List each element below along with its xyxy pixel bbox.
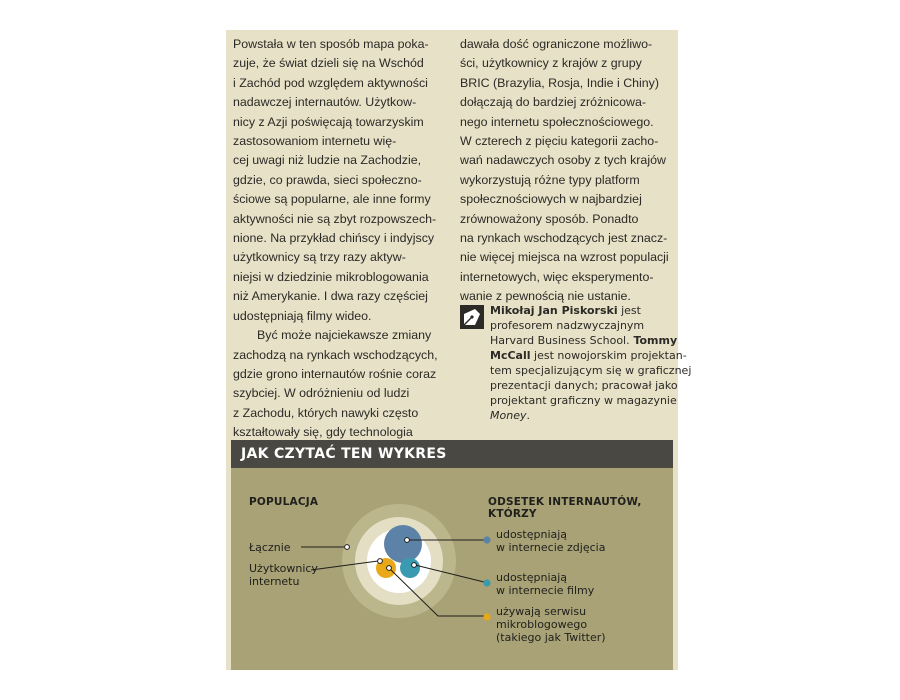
text-line: niż Amerykanie. I dwa razy częściej: [233, 289, 428, 304]
text-line: niejsi w dziedzinie mikroblogowania: [233, 269, 429, 284]
text-line: aktywności nie są zbyt rozpowszech-: [233, 211, 437, 226]
author-name-piskorski: Mikołaj Jan Piskorski: [490, 304, 618, 317]
magazine-name: Money: [490, 409, 527, 422]
legend-microblog-line: (takiego jak Twitter): [496, 631, 606, 644]
total-marker: [345, 545, 350, 550]
text-line: społecznościowych w najbardziej: [460, 192, 642, 207]
text-line: ściowe są popularne, ale inne formy: [233, 192, 431, 207]
text-line: i Zachód pod względem aktywności: [233, 75, 428, 90]
text-line: kształtowały się, gdy technologia: [233, 425, 413, 440]
microblog-marker: [387, 566, 392, 571]
legend-microblog-line: używają serwisu: [496, 605, 587, 618]
total-label: Łącznie: [249, 541, 291, 554]
percent-heading-line: KTÓRZY: [488, 508, 537, 520]
photos-bubble: [384, 525, 422, 563]
population-heading: POPULACJA: [249, 496, 319, 508]
text-line: nie więcej miejsca na wzrost populacji: [460, 250, 669, 265]
text-line: dawała dość ograniczone możliwo-: [460, 37, 653, 51]
photos-legend-dot: [483, 536, 490, 543]
users-label-line: internetu: [249, 575, 300, 588]
text-line: W czterech z pięciu kategorii zacho-: [460, 134, 659, 149]
legend-photos-line: udostępniają: [496, 528, 568, 541]
how-to-read-panel: [231, 440, 673, 670]
text-line: z Zachodu, których nawyki często: [233, 405, 419, 420]
text-line: wań nadawczych osoby z tych krajów: [460, 153, 666, 168]
text-line: udostępniają filmy wideo.: [233, 308, 372, 323]
how-to-read-title: JAK CZYTAĆ TEN WYKRES: [231, 440, 673, 468]
text-line: na rynkach wschodzących jest znacz-: [460, 231, 668, 246]
author-line: McCall jest nowojorskim projektan-: [490, 349, 687, 362]
author-line: Mikołaj Jan Piskorski jest: [490, 304, 641, 317]
author-line: profesorem nadzwyczajnym: [490, 319, 645, 332]
text-line: ści, użytkownicy z krajów z grupy: [460, 56, 642, 71]
text-line: nadawczej internautów. Użytkow-: [233, 95, 417, 110]
percent-heading-line: ODSETEK INTERNAUTÓW,: [488, 496, 642, 508]
legend-videos-line: w internecie filmy: [496, 584, 595, 597]
microblog-legend-dot: [483, 613, 490, 620]
text-line: cej uwagi niż ludzie na Zachodzie,: [233, 153, 422, 168]
photos-marker: [405, 538, 410, 543]
text-line: Powstała w ten sposób mapa poka-: [233, 37, 429, 51]
author-line: projektant graficzny w magazynie: [490, 394, 677, 407]
text-line: wanie z pewnością nie ustanie.: [460, 289, 631, 304]
text-line: nicy z Azji poświęcają towarzyskim: [233, 114, 424, 129]
text-line: zachodzą na rynkach wschodzących,: [233, 347, 438, 362]
text-line: gdzie grono internautów rośnie coraz: [233, 366, 437, 381]
text-line: dołączają do bardziej zróżnicowa-: [460, 95, 646, 110]
author-line: Harvard Business School. Tommy: [490, 334, 678, 347]
users-label-line: Użytkownicy: [249, 562, 318, 575]
videos-bubble: [400, 558, 420, 578]
author-line: Money.: [490, 409, 530, 422]
text-line: gdzie, co prawda, sieci społeczno-: [233, 172, 422, 187]
article-left-column: [233, 35, 443, 443]
legend-microblog-line: mikroblogowego: [496, 618, 588, 631]
text-line: nego internetu społecznościowego.: [460, 114, 654, 129]
text-line: zastosowaniom internetu wię-: [233, 134, 397, 149]
legend-videos-line: udostępniają: [496, 571, 568, 584]
text-line: wykorzystują różne typy platform: [460, 172, 640, 187]
text-line: internetowych, więc eksperymento-: [460, 269, 654, 284]
author-line: prezentacji danych; pracował jako: [490, 379, 678, 392]
text-line: nione. Na przykład chińscy i indyjscy: [233, 231, 435, 246]
text-line: zrównoważony sposób. Ponadto: [460, 211, 639, 226]
text-line: użytkownicy są trzy razy aktyw-: [233, 250, 406, 265]
bubble-legend-diagram: [231, 440, 673, 670]
author-bio: [460, 303, 692, 423]
magazine-page: [226, 30, 692, 670]
users-marker: [378, 559, 383, 564]
videos-marker: [412, 563, 417, 568]
text-line: BRIC (Brazylia, Rosja, Indie i Chiny): [460, 75, 660, 90]
author-name-mccall: Tommy: [629, 334, 678, 347]
legend-photos-line: w internecie zdjęcia: [496, 541, 606, 554]
author-line: tem specjalizującym się w graficznej: [490, 364, 692, 377]
text-line: szybciej. W odróżnieniu od ludzi: [233, 386, 410, 401]
pen-nib-icon: [460, 305, 484, 329]
text-line: Być może najciekawsze zmiany: [257, 328, 432, 343]
article-right-column: [460, 35, 674, 307]
videos-legend-dot: [483, 579, 490, 586]
text-line: zuje, że świat dzieli się na Wschód: [233, 56, 424, 71]
